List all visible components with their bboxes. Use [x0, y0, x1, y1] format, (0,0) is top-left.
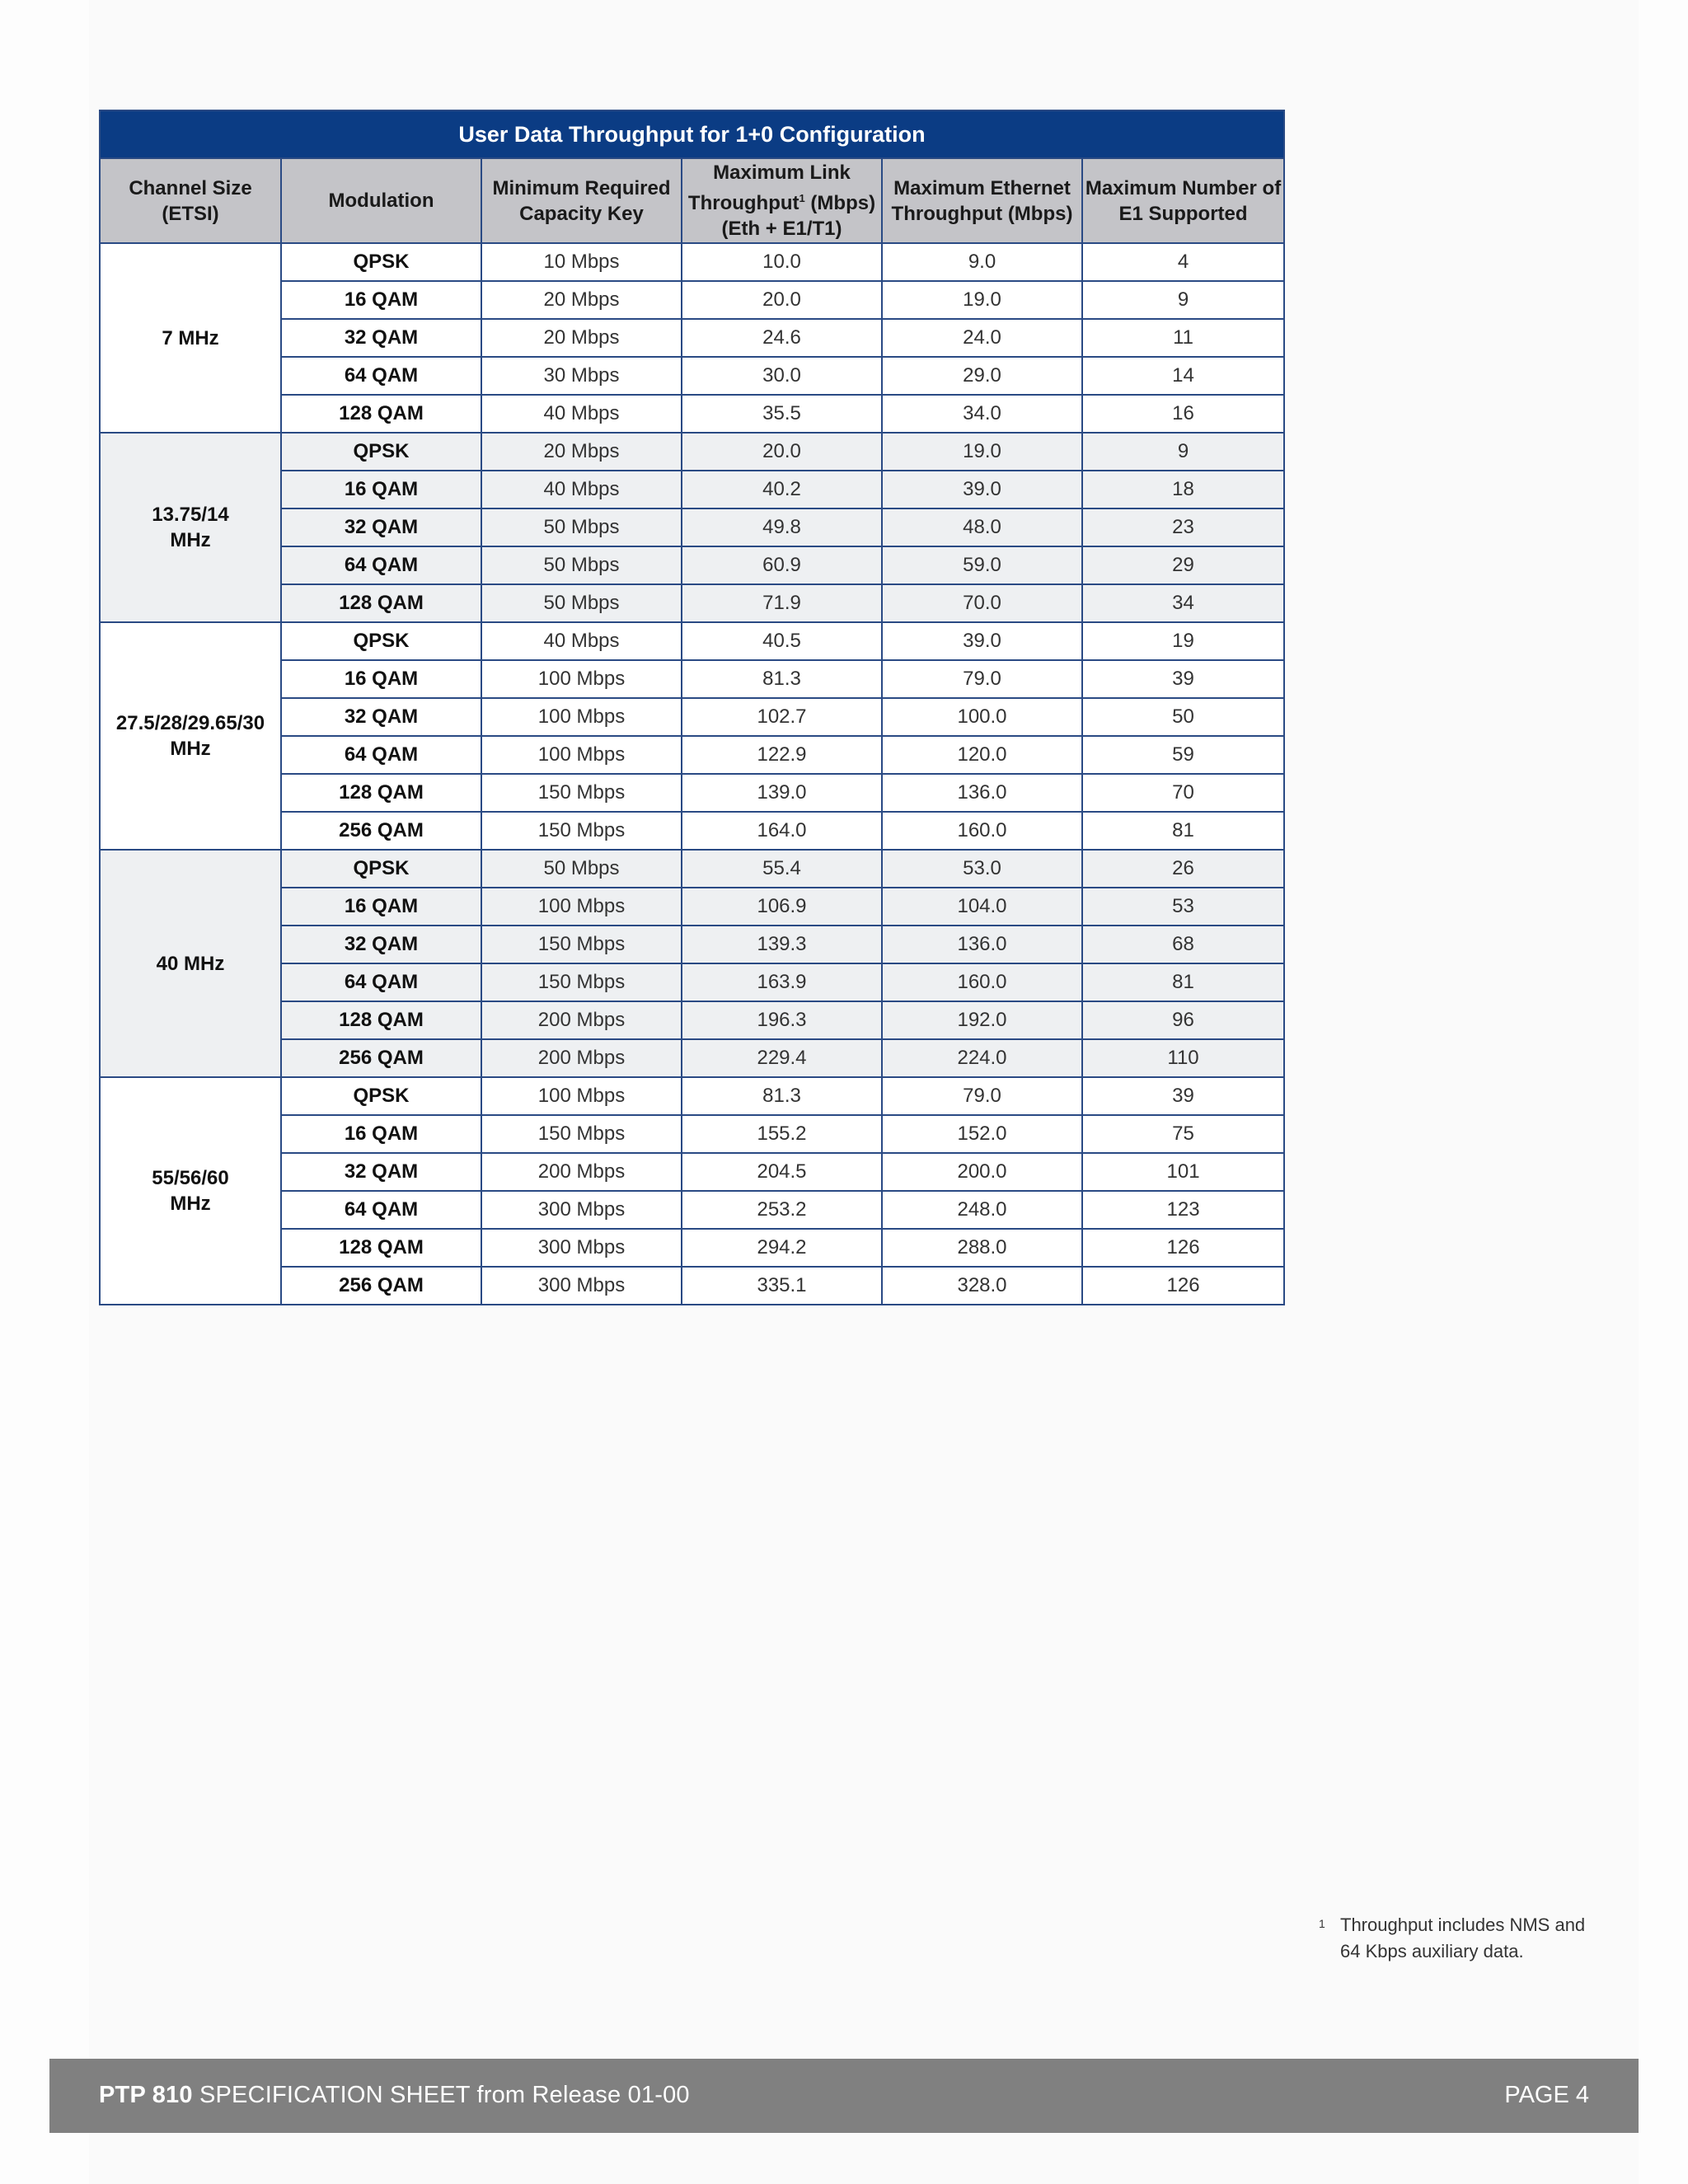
footer-doc-title	[99, 2082, 690, 2109]
modulation-cell: 16 QAM	[281, 888, 481, 926]
capacity-key-cell: 100 Mbps	[481, 736, 682, 774]
modulation-cell: 32 QAM	[281, 319, 481, 357]
max-e1-cell: 75	[1082, 1115, 1284, 1153]
max-e1-cell: 96	[1082, 1001, 1284, 1039]
max-link-cell: 40.5	[682, 622, 882, 660]
max-link-cell: 81.3	[682, 660, 882, 698]
capacity-key-cell: 50 Mbps	[481, 850, 682, 888]
table-row	[100, 433, 1284, 471]
capacity-key-cell: 300 Mbps	[481, 1229, 682, 1267]
header-max-link	[682, 158, 882, 243]
max-ethernet-cell: 79.0	[882, 660, 1082, 698]
max-link-cell: 10.0	[682, 243, 882, 281]
header-max-e1-line1: Maximum Number of	[1085, 176, 1282, 199]
max-link-cell: 40.2	[682, 471, 882, 509]
max-e1-cell: 53	[1082, 888, 1284, 926]
capacity-key-cell: 40 Mbps	[481, 395, 682, 433]
modulation-cell: 32 QAM	[281, 509, 481, 546]
channel-size-line: MHz	[170, 1193, 211, 1215]
max-e1-cell: 16	[1082, 395, 1284, 433]
max-link-cell: 24.6	[682, 319, 882, 357]
capacity-key-cell: 150 Mbps	[481, 774, 682, 812]
modulation-cell: 32 QAM	[281, 698, 481, 736]
max-e1-cell: 123	[1082, 1191, 1284, 1229]
channel-size-cell	[100, 243, 281, 433]
max-ethernet-cell: 136.0	[882, 774, 1082, 812]
header-min-capacity	[481, 158, 682, 243]
max-e1-cell: 81	[1082, 812, 1284, 850]
footer-doc: SPECIFICATION SHEET from Release 01-00	[192, 2082, 690, 2108]
channel-size-line: MHz	[170, 529, 211, 551]
max-e1-cell: 14	[1082, 357, 1284, 395]
max-ethernet-cell: 59.0	[882, 546, 1082, 584]
max-ethernet-cell: 224.0	[882, 1039, 1082, 1077]
capacity-key-cell: 10 Mbps	[481, 243, 682, 281]
channel-size-cell	[100, 433, 281, 622]
capacity-key-cell: 20 Mbps	[481, 281, 682, 319]
capacity-key-cell: 200 Mbps	[481, 1001, 682, 1039]
max-ethernet-cell: 9.0	[882, 243, 1082, 281]
max-e1-cell: 39	[1082, 660, 1284, 698]
footnote-ref: 1	[799, 192, 805, 204]
modulation-cell: QPSK	[281, 850, 481, 888]
capacity-key-cell: 50 Mbps	[481, 509, 682, 546]
modulation-cell: 128 QAM	[281, 395, 481, 433]
max-ethernet-cell: 100.0	[882, 698, 1082, 736]
header-max-link-line2: Throughput	[687, 192, 799, 214]
header-max-ethernet-line1: Maximum Ethernet	[893, 176, 1071, 199]
channel-size-line: 7 MHz	[162, 326, 219, 349]
max-link-cell: 155.2	[682, 1115, 882, 1153]
max-ethernet-cell: 19.0	[882, 281, 1082, 319]
table-body	[100, 243, 1284, 1305]
max-link-cell: 163.9	[682, 963, 882, 1001]
max-e1-cell: 9	[1082, 281, 1284, 319]
modulation-cell: 128 QAM	[281, 584, 481, 622]
max-ethernet-cell: 104.0	[882, 888, 1082, 926]
modulation-cell: 16 QAM	[281, 660, 481, 698]
max-ethernet-cell: 152.0	[882, 1115, 1082, 1153]
footnote	[1319, 1912, 1591, 1965]
header-max-ethernet-line2: Throughput (Mbps)	[891, 202, 1073, 225]
throughput-table	[99, 110, 1285, 1305]
max-link-cell: 122.9	[682, 736, 882, 774]
footnote-line1: Throughput includes NMS and	[1340, 1915, 1586, 1935]
max-ethernet-cell: 29.0	[882, 357, 1082, 395]
modulation-cell: 128 QAM	[281, 1001, 481, 1039]
capacity-key-cell: 100 Mbps	[481, 1077, 682, 1115]
table-row	[100, 850, 1284, 888]
max-e1-cell: 4	[1082, 243, 1284, 281]
header-channel-size	[100, 158, 281, 243]
capacity-key-cell: 50 Mbps	[481, 584, 682, 622]
throughput-table-container	[99, 110, 1283, 1305]
modulation-cell: 256 QAM	[281, 1267, 481, 1305]
header-channel-size-line2: (ETSI)	[162, 202, 219, 225]
max-link-cell: 229.4	[682, 1039, 882, 1077]
modulation-cell: 64 QAM	[281, 1191, 481, 1229]
modulation-cell: 256 QAM	[281, 812, 481, 850]
modulation-cell: QPSK	[281, 243, 481, 281]
modulation-cell: QPSK	[281, 1077, 481, 1115]
max-link-cell: 55.4	[682, 850, 882, 888]
header-min-capacity-line2: Capacity Key	[519, 202, 644, 225]
max-ethernet-cell: 34.0	[882, 395, 1082, 433]
max-e1-cell: 50	[1082, 698, 1284, 736]
max-ethernet-cell: 53.0	[882, 850, 1082, 888]
max-ethernet-cell: 39.0	[882, 622, 1082, 660]
max-e1-cell: 126	[1082, 1267, 1284, 1305]
capacity-key-cell: 40 Mbps	[481, 471, 682, 509]
max-e1-cell: 101	[1082, 1153, 1284, 1191]
capacity-key-cell: 30 Mbps	[481, 357, 682, 395]
capacity-key-cell: 150 Mbps	[481, 1115, 682, 1153]
header-max-link-line3: (Eth + E1/T1)	[721, 218, 842, 240]
max-link-cell: 60.9	[682, 546, 882, 584]
max-ethernet-cell: 136.0	[882, 926, 1082, 963]
header-max-e1-line2: E1 Supported	[1118, 202, 1248, 225]
max-e1-cell: 9	[1082, 433, 1284, 471]
max-link-cell: 81.3	[682, 1077, 882, 1115]
max-ethernet-cell: 48.0	[882, 509, 1082, 546]
capacity-key-cell: 50 Mbps	[481, 546, 682, 584]
modulation-cell: 16 QAM	[281, 281, 481, 319]
channel-size-line: MHz	[170, 738, 211, 760]
footer-page-number: PAGE 4	[1504, 2082, 1589, 2108]
modulation-cell: 32 QAM	[281, 926, 481, 963]
max-e1-cell: 59	[1082, 736, 1284, 774]
max-ethernet-cell: 79.0	[882, 1077, 1082, 1115]
channel-size-cell	[100, 1077, 281, 1305]
max-ethernet-cell: 288.0	[882, 1229, 1082, 1267]
max-link-cell: 196.3	[682, 1001, 882, 1039]
max-e1-cell: 18	[1082, 471, 1284, 509]
max-e1-cell: 26	[1082, 850, 1284, 888]
max-link-cell: 35.5	[682, 395, 882, 433]
header-modulation: Modulation	[281, 158, 481, 243]
channel-size-line: 55/56/60	[152, 1167, 229, 1189]
max-e1-cell: 29	[1082, 546, 1284, 584]
header-min-capacity-line1: Minimum Required	[492, 176, 671, 199]
max-link-cell: 71.9	[682, 584, 882, 622]
max-link-cell: 20.0	[682, 281, 882, 319]
max-e1-cell: 23	[1082, 509, 1284, 546]
channel-size-line: 27.5/28/29.65/30	[115, 712, 265, 734]
modulation-cell: 64 QAM	[281, 736, 481, 774]
max-e1-cell: 81	[1082, 963, 1284, 1001]
channel-size-line: 13.75/14	[152, 504, 229, 526]
max-link-cell: 106.9	[682, 888, 882, 926]
max-link-cell: 294.2	[682, 1229, 882, 1267]
max-e1-cell: 11	[1082, 319, 1284, 357]
max-ethernet-cell: 70.0	[882, 584, 1082, 622]
header-max-link-line1: Maximum Link	[713, 162, 851, 184]
max-ethernet-cell: 160.0	[882, 812, 1082, 850]
channel-size-cell	[100, 850, 281, 1077]
footer-product: PTP 810	[99, 2082, 193, 2108]
modulation-cell: 128 QAM	[281, 774, 481, 812]
table-row	[100, 243, 1284, 281]
header-channel-size-line1: Channel Size	[129, 176, 252, 199]
max-link-cell: 30.0	[682, 357, 882, 395]
max-link-cell: 49.8	[682, 509, 882, 546]
capacity-key-cell: 20 Mbps	[481, 433, 682, 471]
max-e1-cell: 70	[1082, 774, 1284, 812]
capacity-key-cell: 150 Mbps	[481, 926, 682, 963]
table-row	[100, 622, 1284, 660]
max-ethernet-cell: 24.0	[882, 319, 1082, 357]
capacity-key-cell: 20 Mbps	[481, 319, 682, 357]
modulation-cell: 64 QAM	[281, 546, 481, 584]
footnote-marker: 1	[1319, 1917, 1325, 1930]
max-e1-cell: 34	[1082, 584, 1284, 622]
max-link-cell: 204.5	[682, 1153, 882, 1191]
footnote-line2: 64 Kbps auxiliary data.	[1340, 1941, 1524, 1961]
modulation-cell: 32 QAM	[281, 1153, 481, 1191]
header-max-ethernet	[882, 158, 1082, 243]
capacity-key-cell: 100 Mbps	[481, 698, 682, 736]
header-max-link-unit: (Mbps)	[804, 192, 876, 214]
capacity-key-cell: 200 Mbps	[481, 1039, 682, 1077]
max-link-cell: 335.1	[682, 1267, 882, 1305]
capacity-key-cell: 150 Mbps	[481, 963, 682, 1001]
capacity-key-cell: 300 Mbps	[481, 1191, 682, 1229]
max-e1-cell: 110	[1082, 1039, 1284, 1077]
header-max-e1	[1082, 158, 1284, 243]
channel-size-line: 40 MHz	[156, 952, 225, 975]
max-link-cell: 139.3	[682, 926, 882, 963]
modulation-cell: 16 QAM	[281, 471, 481, 509]
max-ethernet-cell: 19.0	[882, 433, 1082, 471]
max-e1-cell: 68	[1082, 926, 1284, 963]
max-e1-cell: 126	[1082, 1229, 1284, 1267]
max-ethernet-cell: 192.0	[882, 1001, 1082, 1039]
max-ethernet-cell: 248.0	[882, 1191, 1082, 1229]
capacity-key-cell: 300 Mbps	[481, 1267, 682, 1305]
modulation-cell: 128 QAM	[281, 1229, 481, 1267]
capacity-key-cell: 40 Mbps	[481, 622, 682, 660]
capacity-key-cell: 100 Mbps	[481, 660, 682, 698]
table-title: User Data Throughput for 1+0 Configuration	[100, 110, 1284, 158]
channel-size-cell	[100, 622, 281, 850]
max-link-cell: 102.7	[682, 698, 882, 736]
max-link-cell: 139.0	[682, 774, 882, 812]
max-ethernet-cell: 328.0	[882, 1267, 1082, 1305]
modulation-cell: 256 QAM	[281, 1039, 481, 1077]
table-row	[100, 1077, 1284, 1115]
max-ethernet-cell: 200.0	[882, 1153, 1082, 1191]
modulation-cell: QPSK	[281, 433, 481, 471]
max-link-cell: 164.0	[682, 812, 882, 850]
max-ethernet-cell: 160.0	[882, 963, 1082, 1001]
capacity-key-cell: 200 Mbps	[481, 1153, 682, 1191]
modulation-cell: 64 QAM	[281, 357, 481, 395]
max-e1-cell: 19	[1082, 622, 1284, 660]
capacity-key-cell: 150 Mbps	[481, 812, 682, 850]
capacity-key-cell: 100 Mbps	[481, 888, 682, 926]
modulation-cell: QPSK	[281, 622, 481, 660]
max-ethernet-cell: 120.0	[882, 736, 1082, 774]
page-footer	[49, 2059, 1639, 2133]
modulation-cell: 16 QAM	[281, 1115, 481, 1153]
modulation-cell: 64 QAM	[281, 963, 481, 1001]
max-e1-cell: 39	[1082, 1077, 1284, 1115]
max-ethernet-cell: 39.0	[882, 471, 1082, 509]
max-link-cell: 253.2	[682, 1191, 882, 1229]
max-link-cell: 20.0	[682, 433, 882, 471]
